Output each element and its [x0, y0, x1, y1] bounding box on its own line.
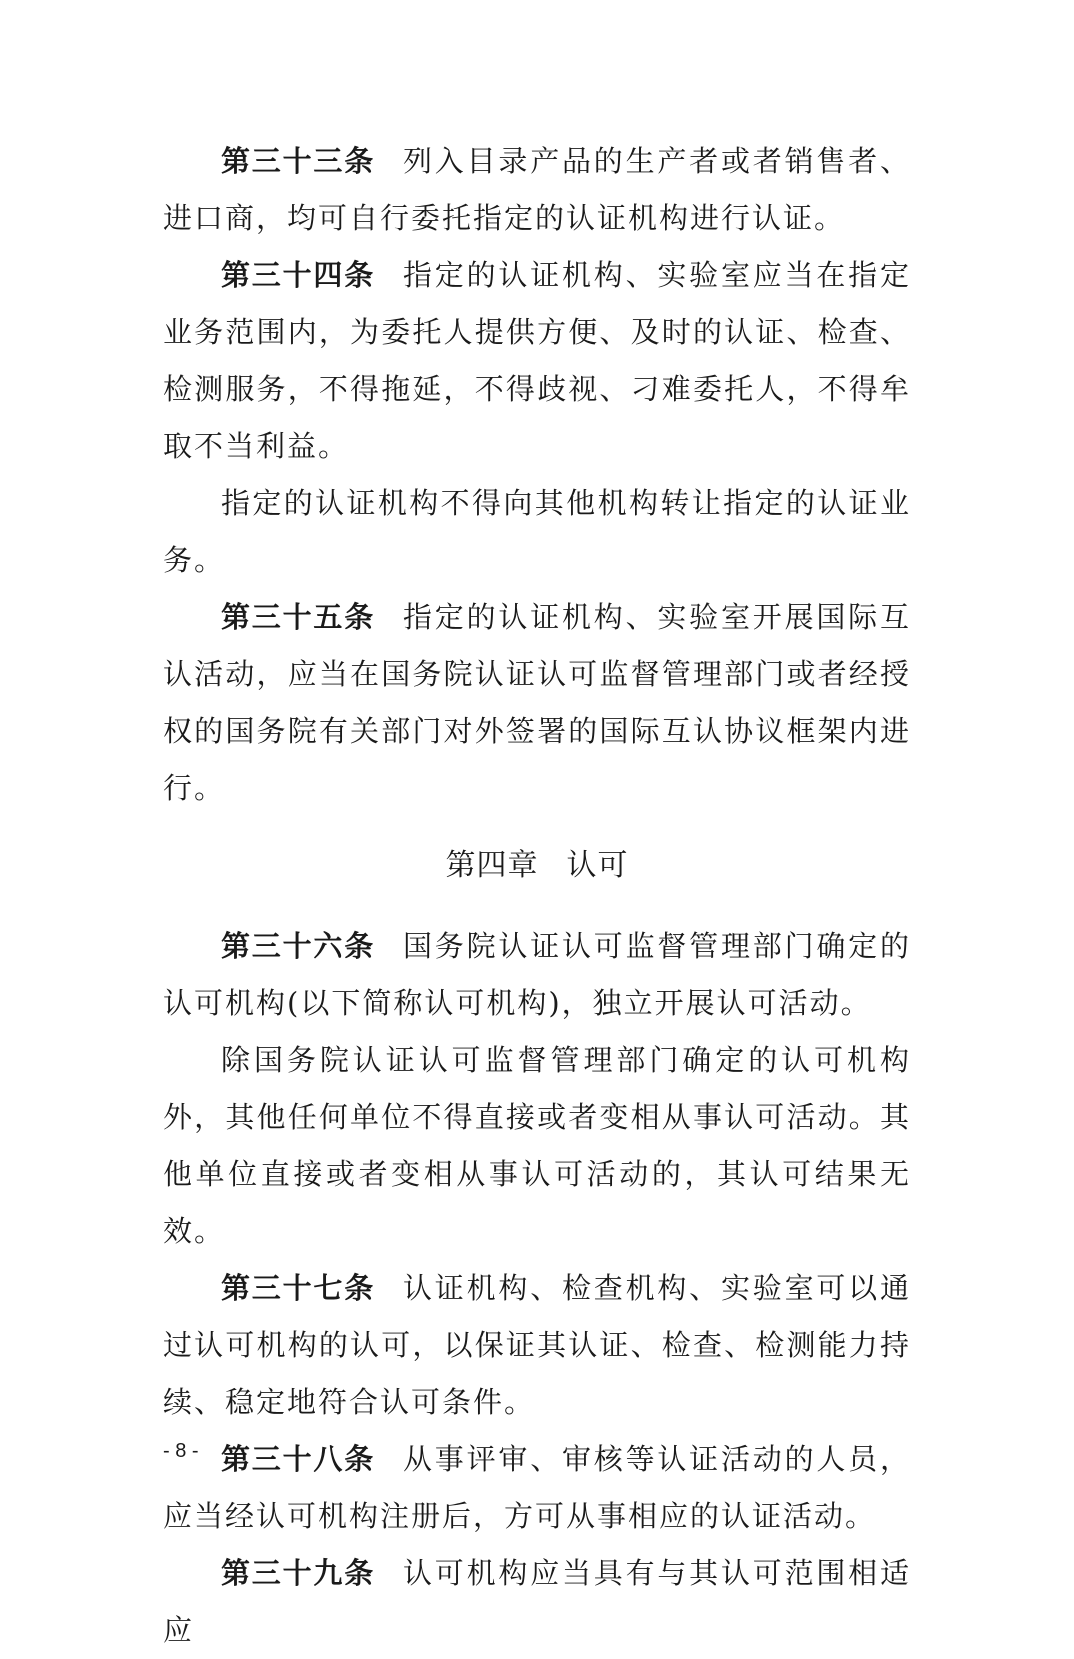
- article-text: 列入目录产品的生产者或者销售者、进口商，均可自行委托指定的认证机构进行认证。: [163, 144, 911, 235]
- page-number: - 8 -: [163, 1440, 199, 1462]
- chapter-heading: [163, 837, 911, 894]
- article-heading: 第三十四条: [221, 258, 375, 292]
- article-text: 认证机构、检查机构、实验室可以通过认可机构的认可，以保证其认证、检查、检测能力持续、稳定地符合认可条件。: [163, 1271, 911, 1419]
- article-text: 从事评审、审核等认证活动的人员，应当经认可机构注册后，方可从事相应的认证活动。: [163, 1442, 911, 1533]
- article-34-paragraph-2: [163, 475, 911, 589]
- article-heading: 第三十三条: [221, 144, 375, 178]
- article-text: 指定的认证机构、实验室应当在指定业务范围内，为委托人提供方便、及时的认证、检查、检测服务，不得拖延，不得歧视、刁难委托人，不得牟取不当利益。: [163, 258, 911, 463]
- article-text: 除国务院认证认可监督管理部门确定的认可机构外，其他任何单位不得直接或者变相从事认可活动。其他单位直接或者变相从事认可活动的，其认可结果无效。: [163, 1043, 911, 1248]
- article-36: [163, 918, 911, 1032]
- article-35: [163, 589, 911, 817]
- article-38: [163, 1431, 911, 1545]
- article-heading: 第三十六条: [221, 929, 375, 963]
- article-text: 指定的认证机构不得向其他机构转让指定的认证业务。: [163, 486, 911, 577]
- article-text: 国务院认证认可监督管理部门确定的认可机构(以下简称认可机构)，独立开展认可活动。: [163, 929, 911, 1020]
- page-body: [163, 133, 911, 1659]
- article-heading: 第三十五条: [221, 600, 375, 634]
- article-heading: 第三十七条: [221, 1271, 375, 1305]
- chapter-number: 第四章: [445, 848, 539, 883]
- article-text: 认可机构应当具有与其认可范围相适应: [163, 1556, 911, 1647]
- chapter-title: 认可: [566, 848, 629, 883]
- article-heading: 第三十九条: [221, 1556, 375, 1590]
- article-text: 指定的认证机构、实验室开展国际互认活动，应当在国务院认证认可监督管理部门或者经授权的国务院有关部门对外签署的国际互认协议框架内进行。: [163, 600, 911, 805]
- article-39: [163, 1545, 911, 1659]
- article-heading: 第三十八条: [221, 1442, 375, 1476]
- article-33: [163, 133, 911, 247]
- article-36-paragraph-2: [163, 1032, 911, 1260]
- article-37: [163, 1260, 911, 1431]
- article-34: [163, 247, 911, 475]
